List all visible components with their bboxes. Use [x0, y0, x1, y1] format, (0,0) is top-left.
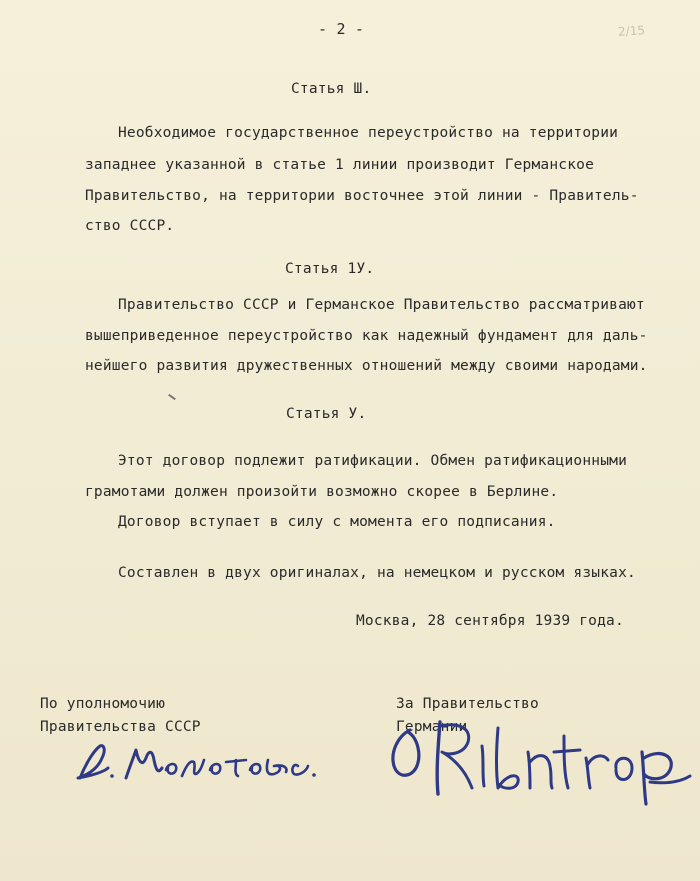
article-5-heading: Статья У.	[286, 406, 367, 422]
right-signatory-line-2: Германии	[396, 719, 468, 735]
article-4-heading: Статья 1У.	[285, 261, 375, 277]
article-3-line-4: ство СССР.	[85, 218, 175, 234]
article-4-line-2: вышеприведенное переустройство как надежный фундамент для даль-	[85, 328, 648, 344]
article-5-line-1: Этот договор подлежит ратификации. Обмен ратификационными	[118, 453, 627, 469]
archive-mark: 2/15	[617, 23, 646, 39]
article-5-line-2: грамотами должен произойти возможно скорее в Берлине.	[85, 484, 559, 500]
article-4-line-3: нейшего развития дружественных отношений между своими народами.	[85, 358, 648, 374]
paper-speck	[168, 394, 176, 400]
right-signatory-line-1: За Правительство	[396, 696, 539, 712]
article-3-heading: Статья Ш.	[291, 81, 372, 97]
originals-statement: Составлен в двух оригиналах, на немецком и русском языках.	[118, 565, 636, 581]
page-number: - 2 -	[318, 20, 365, 38]
article-3-line-2: западнее указанной в статье 1 линии производит Германское	[85, 157, 594, 173]
place-and-date: Москва, 28 сентября 1939 года.	[356, 613, 624, 629]
article-4-line-1: Правительство СССР и Германское Правительство рассматривают	[118, 297, 645, 313]
article-3-line-1: Необходимое государственное переустройство на территории	[118, 125, 619, 141]
ribbentrop-signature	[380, 712, 695, 807]
left-signatory-line-2: Правительства СССР	[40, 719, 201, 735]
article-5-line-3: Договор вступает в силу с момента его подписания.	[118, 514, 556, 530]
article-3-line-3: Правительство, на территории восточнее этой линии - Правитель-	[85, 188, 639, 204]
left-signatory-line-1: По уполномочию	[40, 696, 166, 712]
molotov-signature	[70, 738, 350, 788]
